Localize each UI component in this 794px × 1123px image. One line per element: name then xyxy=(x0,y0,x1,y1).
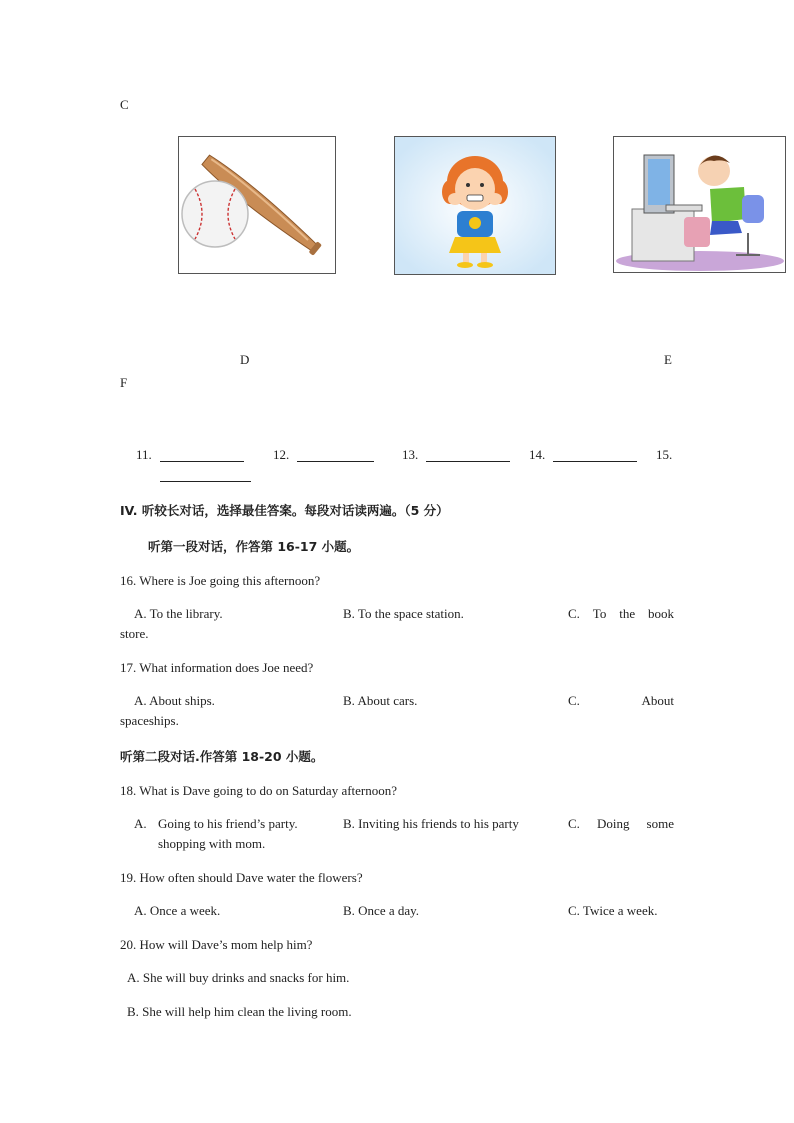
q18-option-a-letter[interactable]: A. xyxy=(134,816,147,831)
question-16: 16. Where is Joe going this afternoon? xyxy=(120,573,321,588)
answer-blank-11[interactable] xyxy=(160,461,244,462)
q17-option-c-continued: spaceships. xyxy=(120,713,179,728)
question-17: 17. What information does Joe need? xyxy=(120,660,314,675)
picture-label-d: D xyxy=(240,352,250,367)
q19-option-c[interactable]: C. Twice a week. xyxy=(568,903,658,918)
dialog2-instruction: 听第二段对话.作答第 18-20 小题。 xyxy=(120,749,324,764)
q20-option-a[interactable]: A. She will buy drinks and snacks for him. xyxy=(127,970,350,985)
dialog1-instruction: 听第一段对话，作答第 16-17 小题。 xyxy=(148,539,360,554)
q19-option-a[interactable]: A. Once a week. xyxy=(134,903,221,918)
blank-number-13: 13. xyxy=(402,447,419,462)
picture-label-c: C xyxy=(120,97,129,112)
picture-boy-computer xyxy=(613,136,786,273)
answer-blank-13[interactable] xyxy=(426,461,510,462)
picture-baseball xyxy=(178,136,336,274)
q16-c-word: the xyxy=(619,606,636,621)
blank-number-15: 15. xyxy=(656,447,673,462)
question-19: 19. How often should Dave water the flowers? xyxy=(120,870,363,885)
q16-option-b[interactable]: B. To the space station. xyxy=(343,606,464,621)
answer-blank-12[interactable] xyxy=(297,461,374,462)
question-18: 18. What is Dave going to do on Saturday afternoon? xyxy=(120,783,398,798)
section-heading: IV. 听较长对话，选择最佳答案。每段对话读两遍。（5 分） xyxy=(120,503,449,518)
picture-label-f: F xyxy=(120,375,128,390)
q16-option-c[interactable] xyxy=(568,606,674,622)
boy-computer-icon xyxy=(614,137,785,272)
blank-number-12: 12. xyxy=(273,447,290,462)
q17-option-b[interactable]: B. About cars. xyxy=(343,693,418,708)
answer-blank-15[interactable] xyxy=(160,481,251,482)
q18-option-b[interactable]: B. Inviting his friends to his party xyxy=(343,816,519,831)
q16-c-word: To xyxy=(592,606,607,621)
blank-number-14: 14. xyxy=(529,447,546,462)
q16-option-a[interactable]: A. To the library. xyxy=(134,606,223,621)
q17-option-a[interactable]: A. About ships. xyxy=(134,693,215,708)
q18-c-word: some xyxy=(646,816,674,831)
q19-option-b[interactable]: B. Once a day. xyxy=(343,903,420,918)
blank-number-11: 11. xyxy=(136,447,152,462)
baseball-bat-icon xyxy=(179,137,335,273)
q17-c-word: C. xyxy=(568,693,580,708)
answer-blank-14[interactable] xyxy=(553,461,637,462)
girl-toothache-icon xyxy=(395,137,555,274)
q18-option-a-continued: shopping with mom. xyxy=(158,836,266,851)
q16-c-word: book xyxy=(647,606,674,621)
q16-c-word: C. xyxy=(568,606,580,621)
q18-c-word: C. xyxy=(568,816,580,831)
picture-label-e: E xyxy=(664,352,672,367)
q17-option-c[interactable] xyxy=(568,693,674,709)
q20-option-b[interactable]: B. She will help him clean the living room. xyxy=(127,1004,352,1019)
q18-c-word: Doing xyxy=(596,816,630,831)
q16-option-c-continued: store. xyxy=(120,626,149,641)
q17-c-word: About xyxy=(641,693,674,708)
q18-option-c[interactable] xyxy=(568,816,674,832)
q18-option-a[interactable]: Going to his friend’s party. xyxy=(158,816,298,831)
picture-girl-toothache xyxy=(394,136,556,275)
question-20: 20. How will Dave’s mom help him? xyxy=(120,937,313,952)
